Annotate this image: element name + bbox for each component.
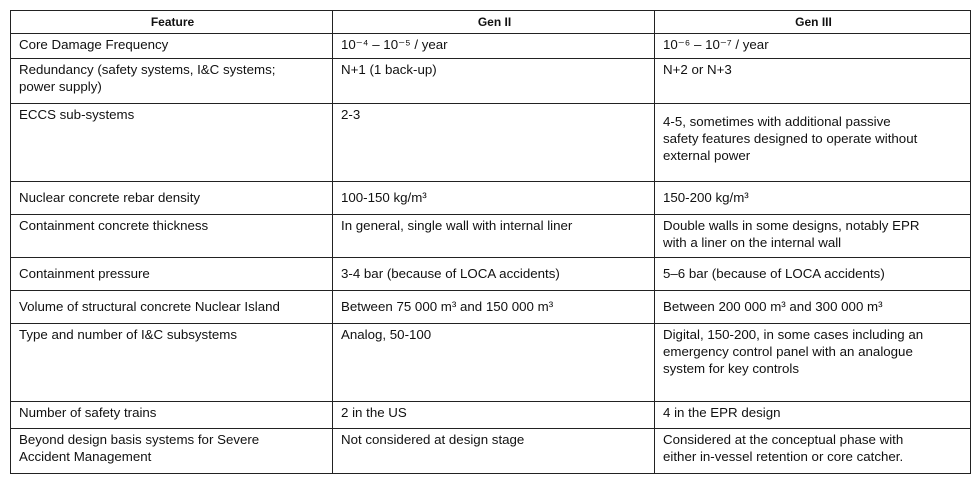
gen2-cell [333,58,655,103]
cell-text: ECCS sub-systems [19,106,135,122]
cell-text: Type and number of I&C subsystems [19,326,238,342]
table-row [11,401,971,428]
feature-cell [11,182,333,215]
cell-text: 5–6 bar (because of LOCA accidents) [663,266,885,282]
table-row [11,428,971,473]
cell-text: Not considered at design stage [341,431,525,447]
feature-cell [11,258,333,291]
gen3-cell [655,401,971,428]
gen2-cell [333,323,655,401]
feature-cell [11,323,333,401]
cell-text: Beyond design basis systems for Severe Accident Management [19,431,260,464]
table-row [11,258,971,291]
cell-text: 10⁻⁴ – 10⁻⁵ / year [341,37,448,52]
cell-text: Between 200 000 m³ and 300 000 m³ [663,298,883,314]
cell-text: Analog, 50-100 [341,326,432,342]
feature-cell [11,214,333,257]
gen2-cell [333,401,655,428]
cell-text: 150-200 kg/m³ [663,190,749,206]
cell-text: Double walls in some designs, notably EPR with a liner on the internal wall [663,217,920,250]
cell-text: Containment pressure [19,266,150,282]
gen2-cell [333,214,655,257]
cell-text: 4-5, sometimes with additional passive safety features designed to operate without external power [663,113,918,163]
cell-text: N+2 or N+3 [663,61,732,77]
gen3-cell [655,103,971,181]
header-feature: Feature [11,11,333,34]
table-row [11,290,971,323]
gen2-cell [333,103,655,181]
table-row [11,34,971,59]
cell-text: In general, single wall with internal liner [341,217,573,233]
cell-text: Nuclear concrete rebar density [19,190,201,206]
gen2-cell [333,428,655,473]
cell-text: 4 in the EPR design [663,404,781,420]
table-row [11,103,971,181]
feature-cell [11,428,333,473]
comparison-table [10,10,971,474]
feature-cell [11,58,333,103]
cell-text: Containment concrete thickness [19,217,209,233]
cell-text: Core Damage Frequency [19,37,169,52]
feature-cell [11,290,333,323]
table-row [11,214,971,257]
gen2-cell [333,290,655,323]
gen2-cell [333,258,655,291]
table-row [11,323,971,401]
cell-text: 10⁻⁶ – 10⁻⁷ / year [663,37,769,52]
cell-text: Digital, 150-200, in some cases including an emergency control panel with an analogue system for key controls [663,326,924,376]
gen2-cell [333,182,655,215]
gen3-cell [655,428,971,473]
gen2-cell [333,34,655,59]
header-row [11,11,971,34]
header-gen2: Gen II [333,11,655,34]
gen3-cell [655,214,971,257]
gen3-cell [655,34,971,59]
gen3-cell [655,58,971,103]
cell-text: Volume of structural concrete Nuclear Island [19,298,280,314]
header-gen3: Gen III [655,11,971,34]
cell-text: 100-150 kg/m³ [341,190,427,206]
feature-cell [11,401,333,428]
gen3-cell [655,182,971,215]
cell-text: Number of safety trains [19,404,157,420]
feature-cell [11,103,333,181]
table-row [11,182,971,215]
gen3-cell [655,290,971,323]
cell-text: Considered at the conceptual phase with either in-vessel retention or core catcher. [663,431,904,464]
cell-text: Between 75 000 m³ and 150 000 m³ [341,298,554,314]
cell-text: 2 in the US [341,404,407,420]
gen3-cell [655,323,971,401]
gen3-cell [655,258,971,291]
cell-text: N+1 (1 back-up) [341,61,437,77]
cell-text: 2-3 [341,106,361,122]
cell-text: 3-4 bar (because of LOCA accidents) [341,266,560,282]
cell-text: Redundancy (safety systems, I&C systems; power supply) [19,61,276,94]
table-row [11,58,971,103]
feature-cell [11,34,333,59]
